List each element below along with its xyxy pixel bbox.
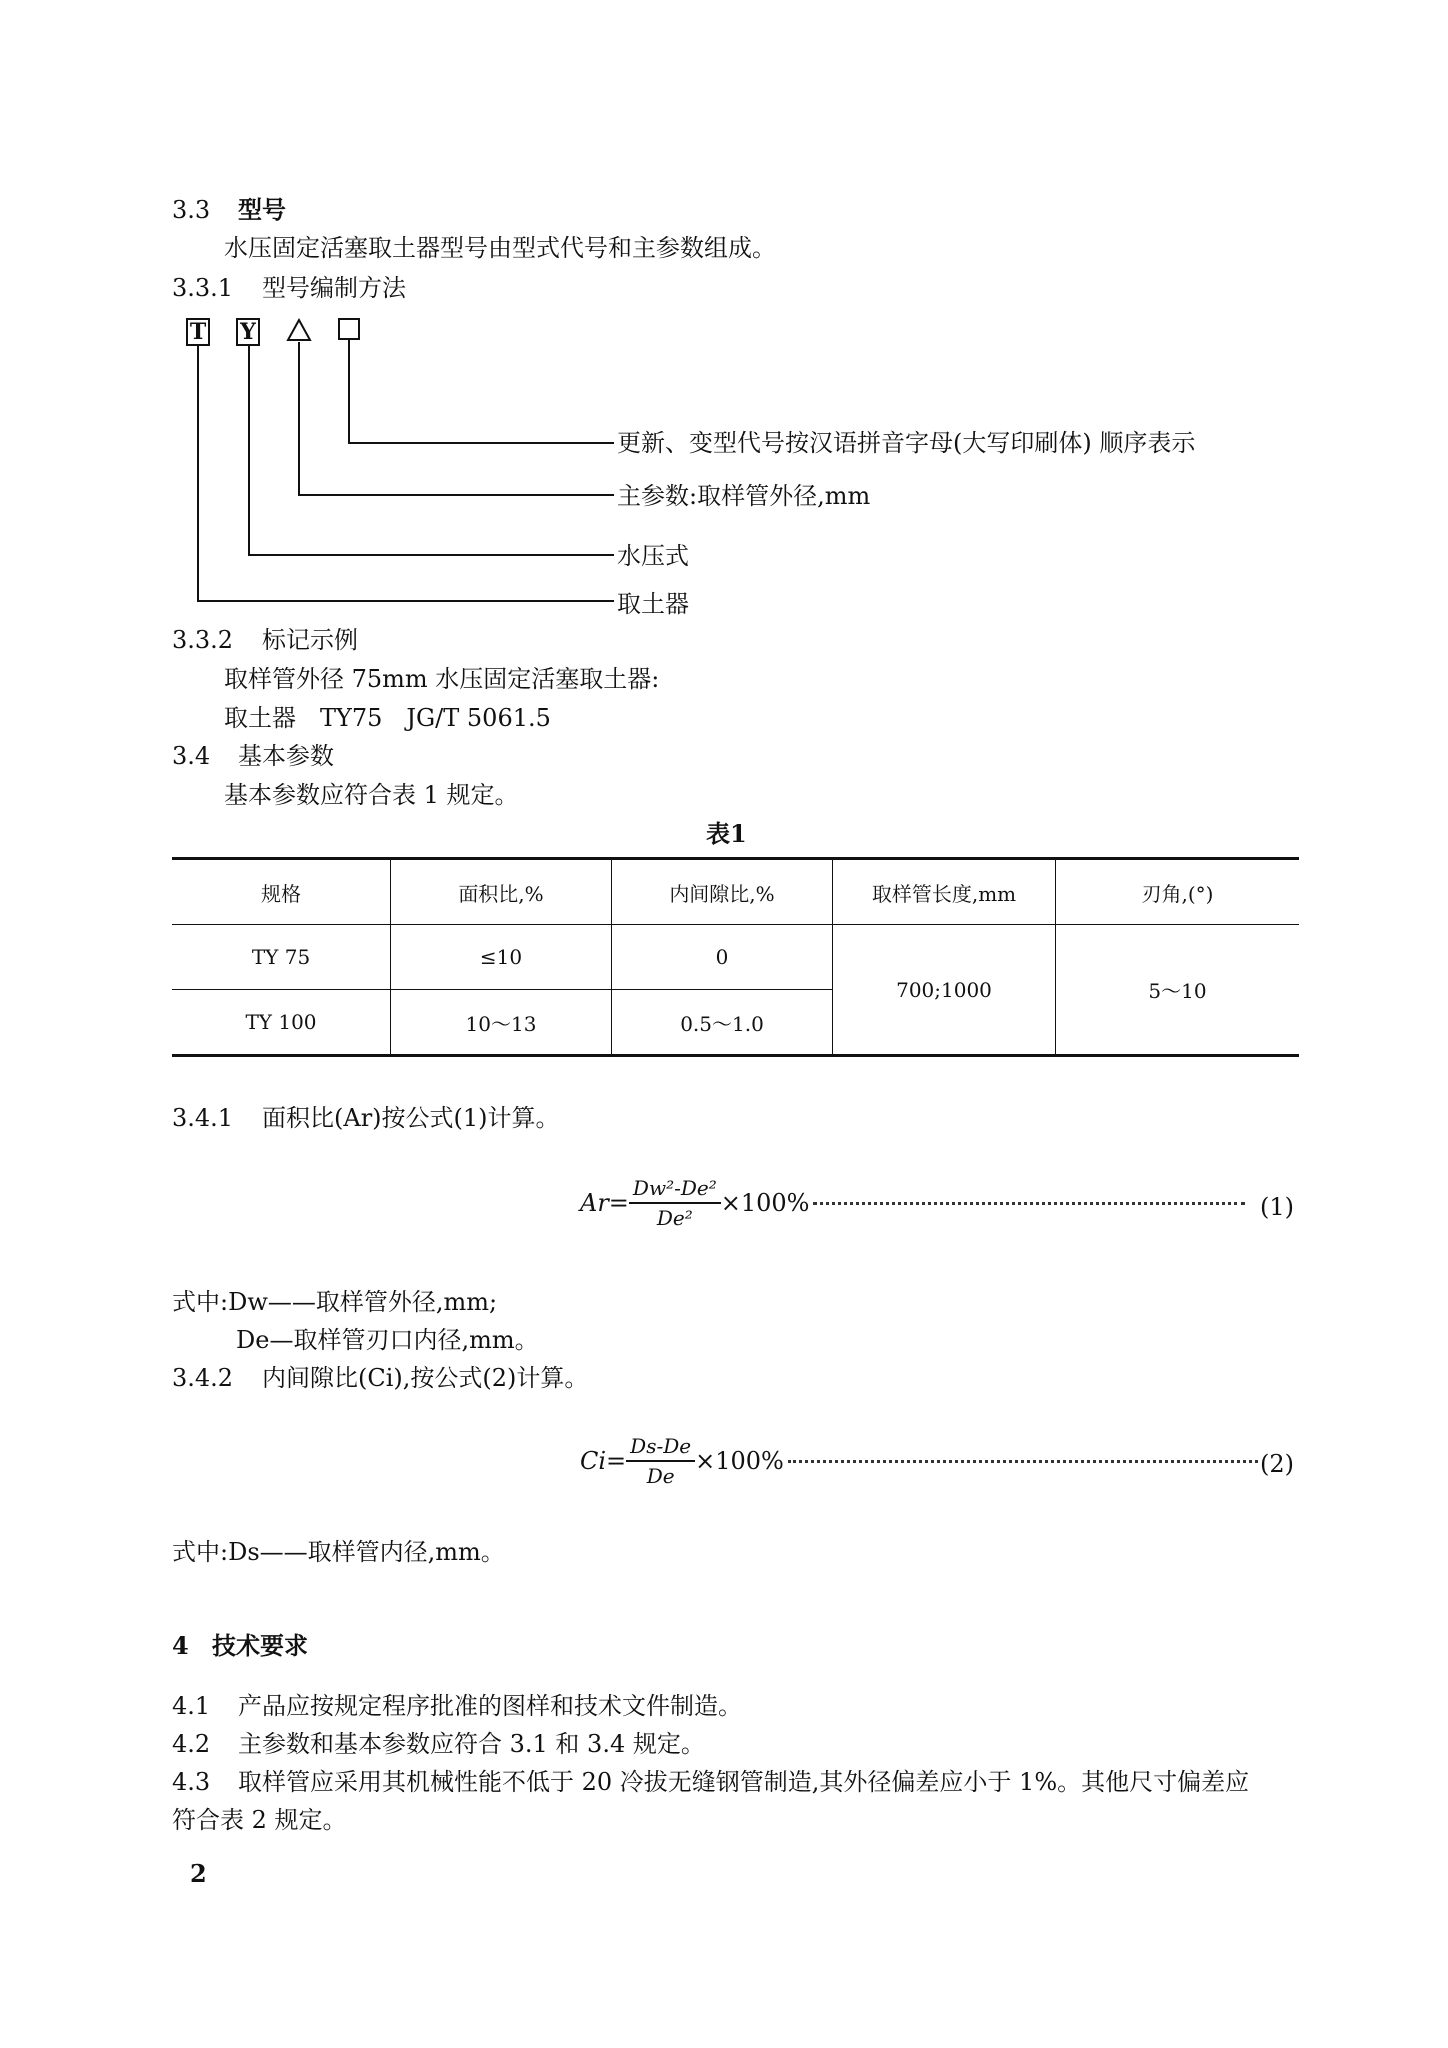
table-cell-spec: TY 100 [172,990,391,1056]
connector-param-horizontal [298,494,614,496]
section-3-4-1-number: 3.4.1 [172,1104,234,1132]
section-3-3-2-number: 3.3.2 [172,626,234,654]
table-header-inner-clearance: 内间隙比,% [612,859,833,925]
formula-1-leader-dots [813,1202,1245,1205]
section-3-4-description: 基本参数应符合表 1 规定。 [224,781,519,809]
formula-1-tail: ×100% [720,1189,810,1217]
connector-param-vertical [298,342,300,496]
section-4-1-number: 4.1 [172,1692,211,1720]
table-cell-area-ratio: 10～13 [391,990,612,1056]
section-3-3-description: 水压固定活塞取土器型号由型式代号和主参数组成。 [224,234,776,262]
section-4-3-text: 取样管应采用其机械性能不低于 20 冷拔无缝钢管制造,其外径偏差应小于 1%。其他尺寸偏差应 [238,1768,1250,1796]
table-cell-area-ratio: ≤10 [391,925,612,990]
formula-1-numerator: Dw²-De² [629,1176,721,1204]
formula-2-fraction [626,1434,695,1488]
table-cell-spec: TY 75 [172,925,391,990]
section-3-3-title: 型号 [238,195,286,224]
label-hydraulic-type: 水压式 [617,542,689,570]
label-update-code: 更新、变型代号按汉语拼音字母(大写印刷体) 顺序表示 [617,429,1196,457]
formula-1-where-line-1: 式中:Dw——取样管外径,mm; [172,1288,498,1316]
section-4-title: 技术要求 [212,1631,308,1660]
table-1-caption: 表1 [706,819,747,848]
formula-2-leader-dots [788,1460,1258,1463]
table-header-tube-length: 取样管长度,mm [833,859,1056,925]
formula-1-lhs: Ar= [580,1189,629,1217]
formula-1-fraction [629,1176,721,1230]
formula-2-lhs: Ci= [580,1447,627,1475]
table-cell-inner-clearance: 0 [612,925,833,990]
table-header-spec: 规格 [172,859,391,925]
section-4-number: 4 [172,1631,189,1660]
marking-example-line-1: 取样管外径 75mm 水压固定活塞取土器: [224,665,660,693]
table-cell-edge-angle: 5～10 [1056,925,1300,1056]
table-header-edge-angle: 刃角,(°) [1056,859,1300,925]
formula-1 [580,1176,1245,1230]
label-soil-sampler: 取土器 [617,590,689,618]
connector-hydraulic-horizontal [248,554,614,556]
section-3-3-number: 3.3 [172,196,211,224]
formula-2-equation-number: (2) [1260,1450,1294,1478]
section-4-3-number: 4.3 [172,1768,211,1796]
connector-update-horizontal [348,442,614,444]
formula-1-equation-number: (1) [1260,1193,1294,1221]
section-3-3-1-title: 型号编制方法 [262,274,406,302]
formula-1-where-line-2: De—取样管刃口内径,mm。 [236,1326,539,1354]
formula-2-tail: ×100% [695,1447,784,1475]
page-number: 2 [190,1859,207,1888]
triangle-icon [286,318,312,342]
section-3-4-title: 基本参数 [238,742,334,770]
formula-2 [580,1434,1258,1488]
formula-2-where-line-1: 式中:Ds——取样管内径,mm。 [172,1538,505,1566]
section-4-2-number: 4.2 [172,1730,211,1758]
marking-example-line-2: 取土器 TY75 JG/T 5061.5 [224,704,551,732]
square-placeholder-icon [338,318,360,340]
label-main-parameter: 主参数:取样管外径,mm [617,482,871,510]
section-3-3-1-number: 3.3.1 [172,274,234,302]
connector-update-vertical [348,340,350,444]
table-1 [172,857,1299,1057]
section-4-1-text: 产品应按规定程序批准的图样和技术文件制造。 [238,1692,742,1720]
table-cell-inner-clearance: 0.5～1.0 [612,990,833,1056]
section-3-4-2-text: 内间隙比(Ci),按公式(2)计算。 [262,1364,589,1392]
connector-hydraulic-vertical [248,346,250,556]
table-row [172,925,1299,990]
formula-1-denominator: De² [656,1206,693,1230]
formula-2-numerator: Ds-De [626,1434,695,1462]
section-3-4-1-text: 面积比(Ar)按公式(1)计算。 [262,1104,560,1132]
section-3-3-2-title: 标记示例 [262,626,358,654]
model-code-box-y: Y [236,318,260,346]
connector-sampler-vertical [197,346,199,602]
formula-2-denominator: De [646,1464,675,1488]
section-3-4-number: 3.4 [172,742,211,770]
section-4-2-text: 主参数和基本参数应符合 3.1 和 3.4 规定。 [238,1730,705,1758]
connector-sampler-horizontal [197,600,614,602]
table-cell-tube-length: 700;1000 [833,925,1056,1056]
table-header-area-ratio: 面积比,% [391,859,612,925]
model-code-box-t: T [186,318,210,346]
section-3-4-2-number: 3.4.2 [172,1364,234,1392]
section-4-3-continuation: 符合表 2 规定。 [172,1806,347,1834]
